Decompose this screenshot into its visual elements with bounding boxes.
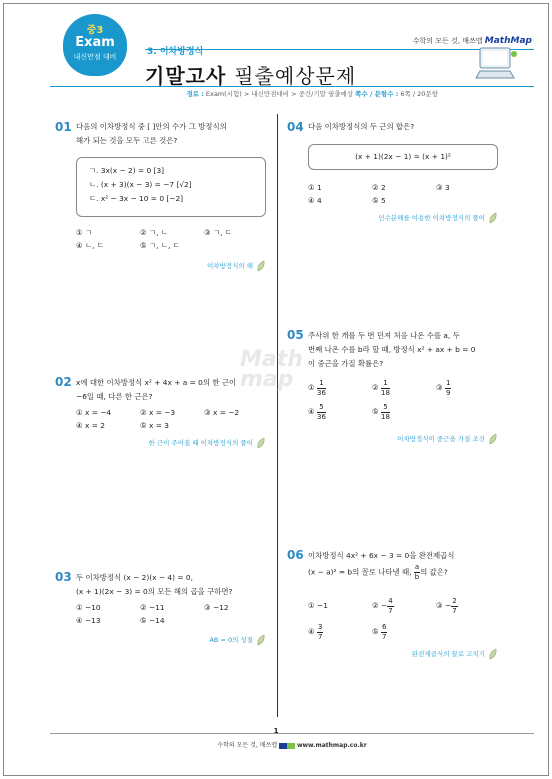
question-number-6: 06: [287, 548, 304, 562]
question-2-hint: 한 근이 주어질 때 이차방정식의 풀이: [100, 437, 266, 449]
choice-5[interactable]: ⑤ $\frac{6}{7}$: [372, 622, 387, 641]
choice-4[interactable]: ④ ㄴ, ㄷ: [76, 241, 104, 250]
chapter-label: 3. 이차방정식: [147, 47, 204, 57]
question-2-choices: [76, 406, 271, 432]
question-1-hint: 이차방정식의 해: [100, 260, 266, 272]
site-link[interactable]: www.mathmap.co.kr: [296, 742, 367, 749]
page-footer: 수학의 모든 것, 매쓰맵 www.mathmap.co.kr: [50, 733, 534, 749]
brand-logo: MathMap: [484, 36, 532, 46]
question-1-options-box: ㄱ. 3x(x − 2) = 0 [3] ㄴ. (x + 3)(x − 3) = −7 [√2] ㄷ. x² − 3x − 10 = 0 [−2]: [76, 157, 266, 217]
hint-leaf-icon: [488, 433, 498, 445]
mathmap-watermark: Math map: [240, 347, 303, 392]
question-4-equation-box: (x + 1)(2x − 1) = (x + 1)²: [308, 144, 498, 170]
page-title: 기말고사 필출예상문제: [145, 64, 357, 88]
brand-tagline: 수학의 모든 것, 매쓰맵 MathMap: [412, 36, 532, 46]
choice-1[interactable]: ① −10: [76, 603, 101, 612]
question-1-text: 다음의 이차방정식 중 [ ]안의 수가 그 방정식의 해가 되는 것을 모두 고른 것은?: [76, 122, 227, 145]
choice-4[interactable]: ④ 4: [308, 196, 322, 205]
choice-1[interactable]: ① x = −4: [76, 408, 112, 417]
choice-3[interactable]: ③ x = −2: [204, 408, 240, 417]
choice-1[interactable]: ① 1: [308, 183, 322, 192]
column-divider: [277, 114, 278, 717]
choice-5[interactable]: ⑤ ㄱ, ㄴ, ㄷ: [140, 241, 180, 250]
choice-2[interactable]: ② 2: [372, 183, 386, 192]
choice-2[interactable]: ② $\frac{1}{18}$: [372, 378, 390, 397]
choice-5[interactable]: ⑤ −14: [140, 616, 165, 625]
page-number: 1: [273, 727, 279, 735]
question-6-hint: 완전제곱식의 꼴로 고치기: [320, 648, 498, 660]
question-4-hint: 인수분해를 이용한 이차방정식의 풀이: [320, 212, 498, 224]
choice-1[interactable]: ① $\frac{1}{36}$: [308, 378, 326, 397]
question-number-1: 01: [55, 120, 72, 134]
choice-2[interactable]: ② − $\frac{4}{7}$: [372, 596, 393, 615]
choice-4[interactable]: ④ x = 2: [76, 421, 105, 430]
question-6-choices: [308, 593, 508, 645]
choice-5[interactable]: ⑤ x = 3: [140, 421, 169, 430]
question-3-choices: [76, 601, 271, 627]
choice-5[interactable]: ⑤ 5: [372, 196, 386, 205]
choice-3[interactable]: ③ 3: [436, 183, 450, 192]
question-number-3: 03: [55, 570, 72, 584]
question-1-choices: [76, 226, 271, 252]
badge-level: 중3: [86, 25, 104, 36]
choice-5[interactable]: ⑤ $\frac{5}{18}$: [372, 402, 390, 421]
question-4-text: 다음 이차방정식의 두 근의 합은?: [308, 122, 415, 131]
choice-1[interactable]: ① −1: [308, 601, 328, 610]
choice-4[interactable]: ④ −13: [76, 616, 101, 625]
question-3-hint: AB = 0의 성질: [100, 634, 266, 646]
hint-leaf-icon: [256, 437, 266, 449]
choice-1[interactable]: ① ㄱ: [76, 228, 93, 237]
question-3-text: 두 이차방정식 (x − 2)(x − 4) = 0, (x + 1)(2x − 3) = 0의 모든 해의 곱을 구하면?: [76, 573, 233, 596]
question-5-choices: [308, 376, 508, 424]
grade-badge: [63, 14, 127, 76]
question-number-4: 04: [287, 120, 304, 134]
question-5-text: 주사위 한 개를 두 번 던져 처음 나온 수를 a, 두 번째 나온 수를 b라 할 때, 방정식 x² + ax + b = 0 이 중근을 가질 확률은?: [308, 331, 476, 368]
choice-4[interactable]: ④ $\frac{5}{36}$: [308, 402, 326, 421]
question-5-hint: 이차방정식이 중근을 가질 조건: [320, 433, 498, 445]
question-number-5: 05: [287, 328, 304, 342]
badge-sub: 내신만점 대비: [73, 53, 117, 61]
badge-exam: Exam: [75, 35, 115, 50]
choice-3[interactable]: ③ $\frac{1}{9}$: [436, 378, 451, 397]
question-2-text: x에 대한 이차방정식 x² + 4x + a = 0의 한 근이 −6일 때, 다른 한 근은?: [76, 378, 237, 401]
hint-leaf-icon: [488, 648, 498, 660]
monitor-icon: [474, 44, 518, 80]
choice-3[interactable]: ③ − $\frac{2}{7}$: [436, 596, 457, 615]
hint-leaf-icon: [256, 634, 266, 646]
choice-3[interactable]: ③ ㄱ, ㄷ: [204, 228, 232, 237]
question-6-text: 이차방정식 4x² + 6x − 3 = 0을 완전제곱식 (x − a)² = b의 꼴로 나타낼 때, $\frac{a}{b}$ 의 값은?: [308, 551, 455, 581]
breadcrumb: 경로 : Exam(시험) > 내신만점대비 > 중간/기말 필출예상 쪽수 / 문항수 : 6쪽 / 20문항: [50, 86, 534, 99]
choice-2[interactable]: ② x = −3: [140, 408, 176, 417]
hint-leaf-icon: [488, 212, 498, 224]
choice-2[interactable]: ② ㄱ, ㄴ: [140, 228, 168, 237]
hint-leaf-icon: [256, 260, 266, 272]
choice-4[interactable]: ④ $\frac{3}{7}$: [308, 622, 323, 641]
choice-3[interactable]: ③ −12: [204, 603, 229, 612]
question-4-choices: [308, 181, 508, 207]
choice-2[interactable]: ② −11: [140, 603, 165, 612]
question-number-2: 02: [55, 375, 72, 389]
